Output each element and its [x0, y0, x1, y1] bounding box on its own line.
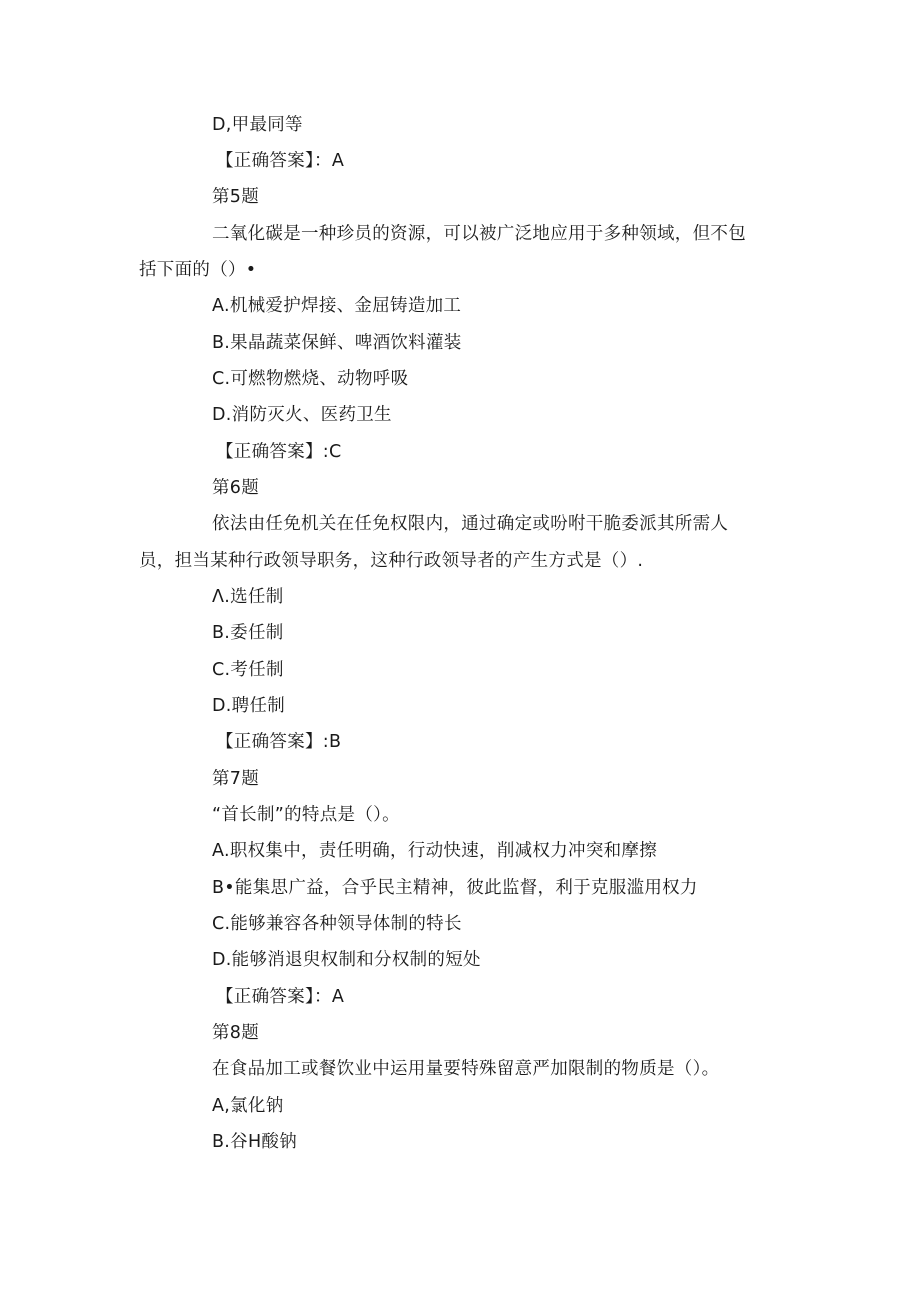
q5-option-c: C.可燃物燃烧、动物呼吸: [212, 369, 409, 389]
q5-option-b: B.果晶蔬菜保鲜、啤酒饮料灌装: [212, 333, 462, 353]
q5-option-a: A.机械爱护焊接、金屈铸造加工: [212, 296, 462, 316]
q8-option-a: A,氯化钠: [212, 1096, 284, 1116]
q4-option-d: D,甲最同等: [212, 115, 303, 135]
q5-number: 第5题: [212, 187, 260, 207]
q6-number: 第6题: [212, 478, 260, 498]
q4-answer: 【正确答案】：A: [216, 151, 345, 171]
q5-stem-line2: 括下面的（）•: [139, 260, 257, 280]
q6-option-a: Λ.选任制: [212, 587, 284, 607]
q7-answer: 【正确答案】：A: [216, 987, 345, 1007]
q6-option-d: D.聘任制: [212, 696, 286, 716]
q8-stem-line1: 在食品加工或餐饮业中运用量要特殊留意严加限制的物质是（）。: [212, 1059, 720, 1079]
q6-answer: 【正确答案】:B: [216, 732, 342, 752]
q7-option-d: D.能够消退臾权制和分权制的短处: [212, 950, 481, 970]
q6-stem-line1: 依法由任免机关在任免权限内，通过确定或吩咐干脆委派其所需人: [212, 514, 729, 534]
q6-option-c: C.考任制: [212, 660, 284, 680]
q8-number: 第8题: [212, 1023, 260, 1043]
q6-option-b: B.委任制: [212, 623, 284, 643]
q5-answer: 【正确答案】:C: [216, 442, 342, 462]
q7-number: 第7题: [212, 769, 260, 789]
q5-stem-line1: 二氧化碳是一种珍员的资源，可以被广泛地应用于多种领域，但不包: [212, 224, 746, 244]
q8-option-b: B.谷H酸钠: [212, 1132, 298, 1152]
q7-option-a: A.职权集中，责任明确，行动快速，削减权力冲突和摩擦: [212, 841, 658, 861]
q7-stem-line1: “首长制”的特点是（）。: [212, 805, 400, 825]
q6-stem-line2: 员，担当某种行政领导职务，这种行政领导者的产生方式是（）.: [139, 551, 644, 571]
q5-option-d: D.消防灭火、医药卫生: [212, 405, 392, 425]
q7-option-b: B•能集思广益，合乎民主精神，彼此监督，利于克服滥用权力: [212, 878, 698, 898]
q7-option-c: C.能够兼容各种领导体制的特长: [212, 914, 462, 934]
